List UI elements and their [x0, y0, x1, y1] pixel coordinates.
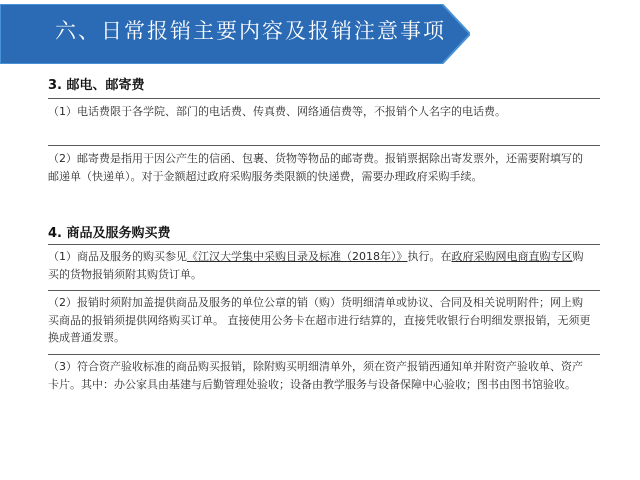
paragraph-text: （3）符合资产验收标准的商品购买报销，除附购买明细清单外，须在资产报销西通知单并附资产验收单、资产卡片。其中：办公家具由基建与后勤管理处验收；设备由教学服务与设备保障中心验收；图书由图书馆验收。 — [48, 360, 583, 391]
paragraph-telephone-fee — [48, 103, 593, 121]
paragraph-procurement-catalog — [48, 248, 593, 283]
paragraph-text: （2）报销时须附加盖提供商品及服务的单位公章的销（购）货明细清单或协议、合同及相关说明附件；网上购买商品的报销须提供网络购买订单。 直接使用公务卡在超市进行结算的，直接凭收银行台明细发票报销，无须更换成普通发票。 — [48, 296, 591, 344]
paragraph-asset-acceptance — [48, 358, 593, 393]
paragraph-separator — [48, 244, 600, 245]
page-title: 六、日常报销主要内容及报销注意事项 — [55, 19, 446, 43]
paragraph-text: （1）电话费限于各学院、部门的电话费、传真费、网络通信费等，不报销个人名字的电话费。 — [48, 105, 506, 118]
section-heading-goods-services: 4. 商品及服务购买费 — [48, 226, 171, 241]
paragraph-text: 购买的货物报销须附其购货订单。 — [48, 250, 584, 281]
section-heading-postal: 3. 邮电、邮寄费 — [48, 78, 145, 93]
paragraph-separator — [48, 290, 600, 291]
paragraph-text: （1）商品及服务的购买参见 — [48, 250, 187, 263]
e-commerce-zone-link[interactable]: 政府采购网电商直购专区 — [451, 250, 573, 263]
paragraph-separator — [48, 354, 600, 355]
paragraph-text: （2）邮寄费是指用于因公产生的信函、包裹、货物等物品的邮寄费。报销票据除出寄发票外，还需要附填写的邮递单（快递单）。对于金额超过政府采购服务类限额的快递费，需要办理政府采购手续。 — [48, 152, 583, 183]
paragraph-separator — [48, 98, 600, 99]
catalog-standard-link[interactable]: 《江汉大学集中采购目录及标准（2018年）》 — [187, 250, 408, 263]
paragraph-reimbursement-attachments — [48, 294, 593, 347]
paragraph-text: 执行。在 — [407, 250, 452, 263]
title-banner — [0, 4, 470, 64]
paragraph-postage-fee — [48, 150, 593, 185]
paragraph-separator — [48, 145, 600, 146]
